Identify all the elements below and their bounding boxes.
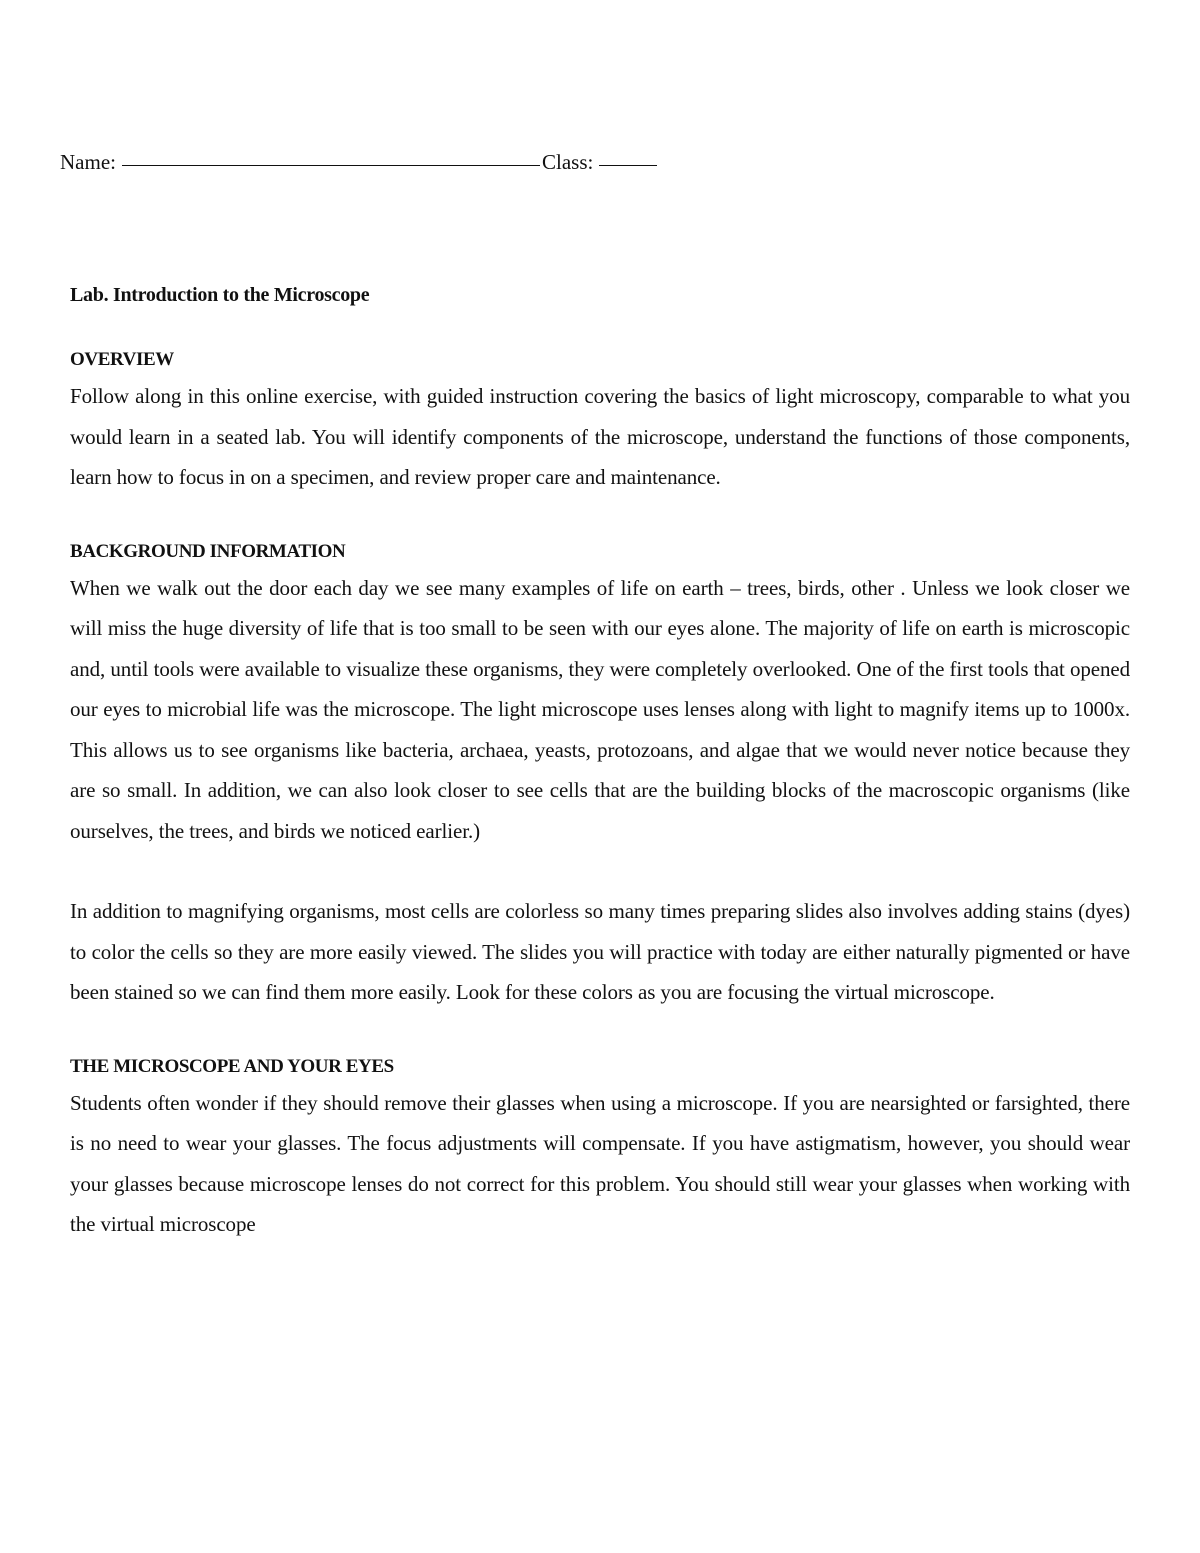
document-body — [70, 279, 1130, 1245]
overview-heading: OVERVIEW — [70, 349, 174, 370]
name-class-line — [60, 146, 657, 178]
name-label: Name: — [60, 150, 116, 174]
overview-paragraph: Follow along in this online exercise, with guided instruction covering the basics of light microscopy, comparable to what you would learn in a seated lab. You will identify components of the microscope, understand the functions of those components, learn how to focus in on a specimen, and review proper care and maintenance. — [70, 384, 1130, 489]
class-blank — [599, 164, 657, 166]
background-paragraph-2: In addition to magnifying organisms, most cells are colorless so many times preparing slides also involves adding stains (dyes) to color the cells so they are more easily viewed. The slides you will practice with today are either naturally pigmented or have been stained so we can find them more easily. Look for these colors as you are focusing the virtual microscope. — [70, 899, 1130, 1004]
eyes-heading: THE MICROSCOPE AND YOUR EYES — [70, 1055, 394, 1077]
eyes-section — [70, 1051, 1130, 1245]
background-paragraph-1: When we walk out the door each day we see many examples of life on earth – trees, birds, other . Unless we look closer we will miss the huge diversity of life that is too small to be seen with our eyes alone. The majority of life on earth is microscopic and, until tools were available to visualize these organisms, they were completely overlooked. One of the first tools that opened our eyes to microbial life was the microscope. The light microscope uses lenses along with light to magnify items up to 1000x. This allows us to see organisms like bacteria, archaea, yeasts, protozoans, and algae that we would never notice because they are so small. In addition, we can also look closer to see cells that are the building blocks of the macroscopic organisms (like ourselves, the trees, and birds we noticed earlier.) — [70, 575, 1130, 843]
overview-section — [70, 344, 1130, 498]
background-section — [70, 536, 1130, 1013]
class-label: Class: — [541, 150, 594, 174]
eyes-paragraph: Students often wonder if they should remove their glasses when using a microscope. If you are nearsighted or farsighted, there is no need to wear your glasses. The focus adjustments will compensate. If you have astigmatism, however, you should wear your glasses because microscope lenses do not correct for this problem. You should still wear your glasses when working with the virtual microscope — [70, 1090, 1130, 1236]
background-heading: BACKGROUND INFORMATION — [70, 540, 346, 562]
lab-title: Lab. Introduction to the Microscope — [70, 284, 370, 306]
name-blank — [122, 164, 540, 166]
